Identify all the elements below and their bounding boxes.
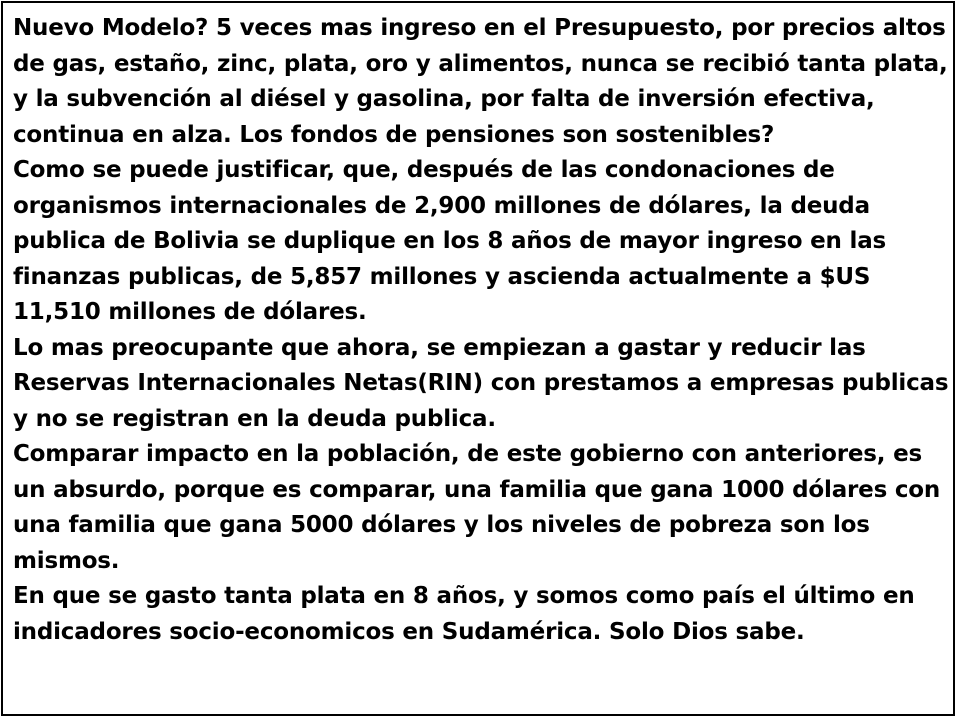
text-body [13, 11, 949, 650]
paragraph-comparar-impacto: Comparar impacto en la población, de este gobierno con anteriores, es un absurdo, porque es comparar, una familia que gana 1000 dólares con una familia que gana 5000 dólares y los niveles de pobreza son los mismos. [13, 441, 941, 574]
paragraph-conclusion: En que se gasto tanta plata en 8 años, y somos como país el último en indicadores socio-economicos en Sudamérica. Solo Dios sabe. [13, 583, 915, 645]
paragraph-nuevo-modelo: Nuevo Modelo? 5 veces mas ingreso en el Presupuesto, por precios altos de gas, estaño, zinc, plata, oro y alimentos, nunca se recibió tanta plata, y la subvención al diésel y gasolina, por falta de inversión efectiva, continua en alza. Los fondos de pensiones son sostenibles? [13, 15, 948, 148]
paragraph-deuda-publica: Como se puede justificar, que, después de las condonaciones de organismos internacionales de 2,900 millones de dólares, la deuda publica de Bolivia se duplique en los 8 años de mayor ingreso en las finanzas publicas, de 5,857 millones y ascienda actualmente a $US 11,510 millones de dólares. [13, 157, 887, 325]
slide-frame [1, 1, 955, 716]
paragraph-reservas: Lo mas preocupante que ahora, se empiezan a gastar y reducir las Reservas Internacionales Netas(RIN) con prestamos a empresas publicas y no se registran en la deuda publica. [13, 334, 949, 432]
